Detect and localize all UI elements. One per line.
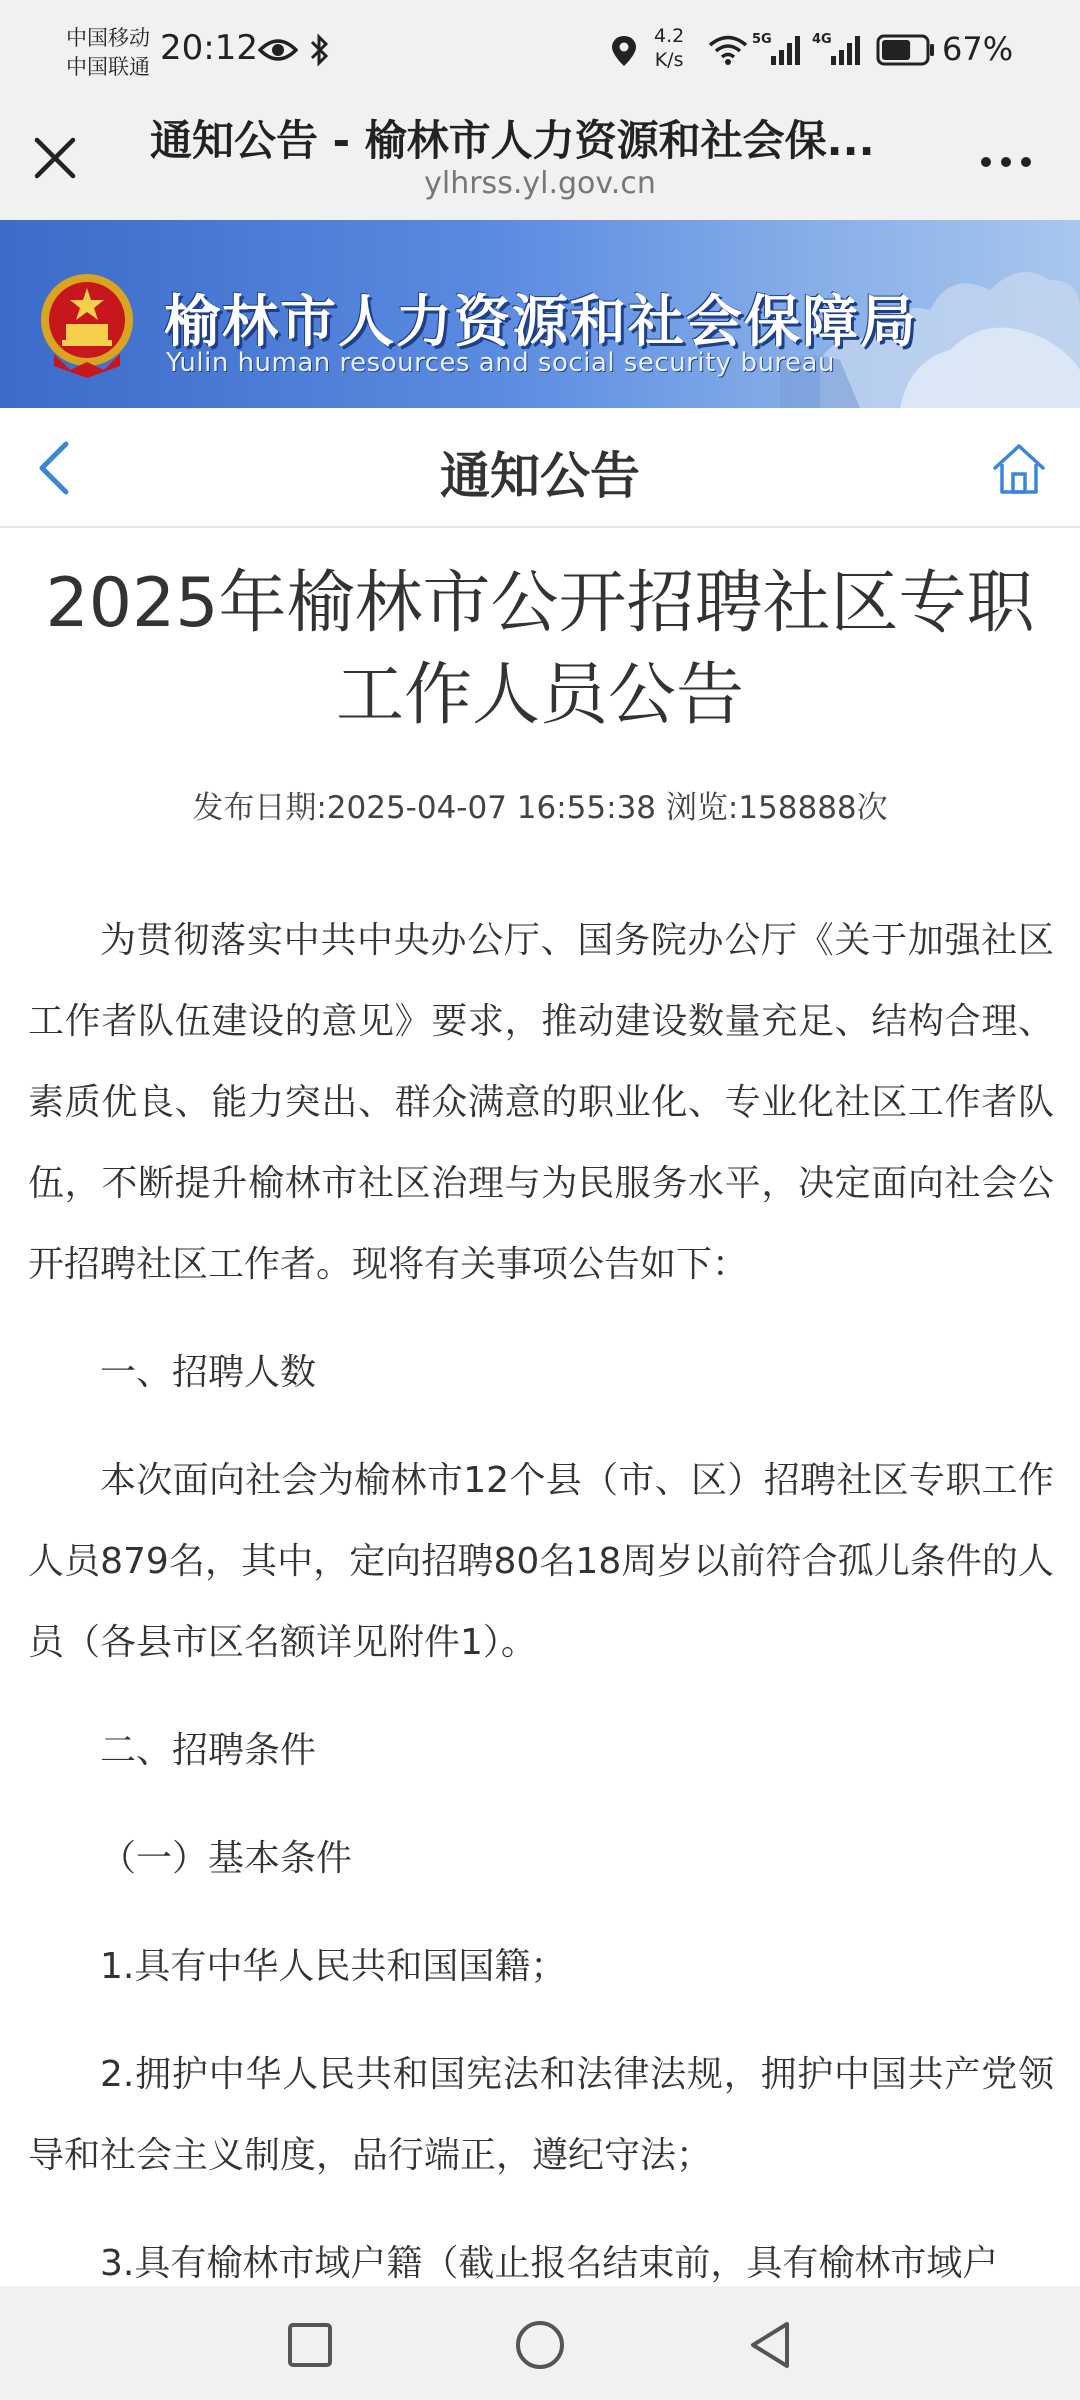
status-bar xyxy=(0,0,1080,98)
location-icon xyxy=(610,34,638,68)
national-emblem-icon xyxy=(34,270,140,380)
condition-item-2: 2.拥护中华人民共和国宪法和法律法规，拥护中国共产党领导和社会主义制度，品行端正，遵纪守法； xyxy=(28,2054,1054,2176)
home-icon[interactable] xyxy=(990,440,1048,498)
banner-title-en: Yulin human resources and social security bureau xyxy=(166,348,835,378)
network-speed-unit: K/s xyxy=(654,49,684,71)
page-title: 通知公告 - 榆林市人力资源和社会保... xyxy=(150,116,875,165)
banner-title-cn: 榆林市人力资源和社会保障局 xyxy=(164,290,918,355)
paragraph-intro: 为贯彻落实中共中央办公厅、国务院办公厅《关于加强社区工作者队伍建设的意见》要求，推动建设数量充足、结构合理、素质优良、能力突出、群众满意的职业化、专业化社区工作者队伍，不断提升榆林市社区治理与为民服务水平，决定面向社会公开招聘社区工作者。现将有关事项公告如下： xyxy=(28,920,1054,1285)
network-speed xyxy=(654,24,684,72)
subheading-basic-conditions: （一）基本条件 xyxy=(100,1838,353,1879)
condition-item-1: 1.具有中华人民共和国国籍； xyxy=(100,1946,567,1987)
wifi-icon xyxy=(708,34,748,66)
section-heading-recruit-number: 一、招聘人数 xyxy=(100,1352,317,1393)
condition-item-3: 3.具有榆林市域户籍（截止报名结束前，具有榆林市域户 xyxy=(100,2243,999,2284)
carrier-info xyxy=(66,24,150,82)
article-body xyxy=(28,900,1054,2304)
article-title: 2025年榆林市公开招聘社区专职工作人员公告 xyxy=(45,564,1035,735)
bluetooth-icon xyxy=(308,32,332,68)
eye-icon xyxy=(258,36,298,64)
carrier-1: 中国移动 xyxy=(66,26,150,50)
page-url[interactable]: ylhrss.yl.gov.cn xyxy=(424,166,656,201)
site-banner xyxy=(0,220,1080,408)
signal-icon-1 xyxy=(770,34,802,66)
paragraph-recruit-number: 本次面向社会为榆林市12个县（市、区）招聘社区专职工作人员879名，其中，定向招聘80名18周岁以前符合孤儿条件的人员（各县市区名额详见附件1）。 xyxy=(28,1460,1054,1663)
section-nav-bar xyxy=(0,408,1080,528)
article-meta: 发布日期:2025-04-07 16:55:38 浏览:158888次 xyxy=(192,790,888,826)
signal-2-label: 4G xyxy=(812,32,832,47)
battery-icon xyxy=(876,34,936,66)
system-navigation-bar xyxy=(0,2286,1080,2400)
signal-1-label: 5G xyxy=(752,32,772,47)
network-speed-value: 4.2 xyxy=(654,25,685,47)
home-button[interactable] xyxy=(513,2318,567,2372)
section-title: 通知公告 xyxy=(440,447,640,505)
browser-title-bar xyxy=(0,98,1080,220)
back-nav-button[interactable] xyxy=(743,2318,797,2372)
clock: 20:12 xyxy=(160,28,258,68)
signal-icon-2 xyxy=(830,34,862,66)
carrier-2: 中国联通 xyxy=(66,55,150,79)
more-options-icon[interactable] xyxy=(976,142,1036,182)
battery-percent: 67% xyxy=(942,30,1014,68)
section-heading-conditions: 二、招聘条件 xyxy=(100,1730,317,1771)
recent-apps-button[interactable] xyxy=(283,2318,337,2372)
